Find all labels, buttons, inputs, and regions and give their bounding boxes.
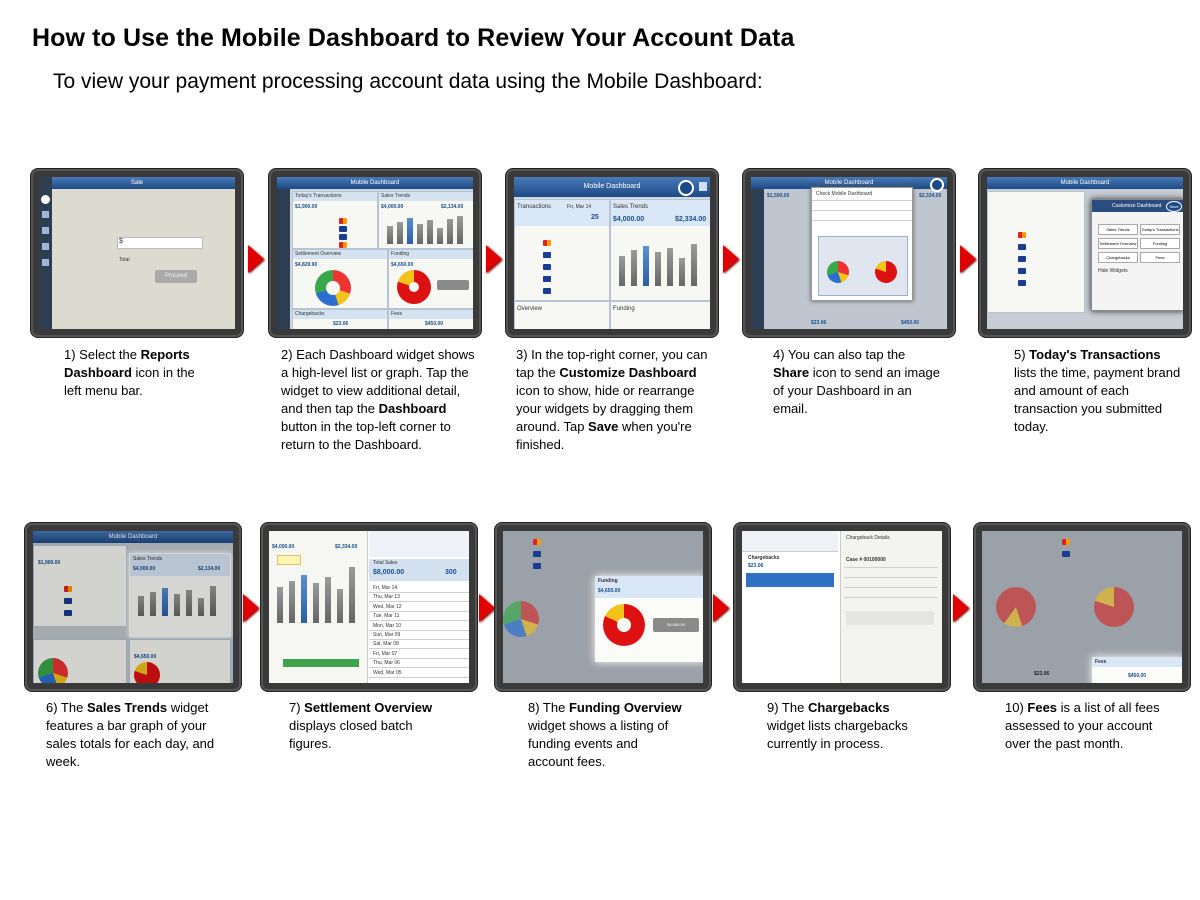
widget-amount: $4,650.00 <box>391 262 414 268</box>
widget-amount: $23.06 <box>1034 671 1050 677</box>
widget-amount: $4,829.90 <box>295 262 318 268</box>
caption-bold: Today's Transactions <box>1029 347 1161 362</box>
caption-text: 5) <box>1014 347 1030 362</box>
total-sales-count: 300 <box>445 569 457 576</box>
step-caption <box>1014 346 1184 436</box>
screen-title-bar: Mobile Dashboard <box>33 531 233 543</box>
arrow-icon <box>953 594 969 622</box>
fees-widget <box>1092 657 1182 683</box>
chargeback-amount: $23.06 <box>748 563 764 569</box>
details-title: Chargeback Details <box>846 535 890 541</box>
settlement-row: Fri, Mar 07 <box>373 650 398 657</box>
widget-amount: $23.06 <box>333 321 349 327</box>
widget-chip: Fees <box>1140 252 1180 263</box>
total-sales-label: Total Sales <box>373 560 398 566</box>
widget-title: Fees <box>1095 659 1107 665</box>
widget-title: Funding <box>613 306 635 312</box>
screen-title-bar: Mobile Dashboard <box>514 177 710 197</box>
screenshot-customize-icon <box>506 169 718 337</box>
caption-text: 9) The <box>767 700 808 715</box>
email-compose-window <box>811 187 913 301</box>
caption-bold: Save <box>588 419 619 434</box>
chargeback-row-selected <box>746 573 834 587</box>
screen-title-bar: Mobile Dashboard <box>277 177 473 189</box>
settlement-row: Mon, Mar 10 <box>373 622 402 629</box>
widget-chip: Funding <box>1140 238 1180 249</box>
save-button: Save <box>1166 201 1182 212</box>
chargebacks-title: Chargebacks <box>748 555 780 561</box>
caption-text: is a list of all fees assessed to your account over the past month. <box>1005 700 1160 751</box>
widget-title: Today's Transactions <box>295 193 342 199</box>
caption-text: icon to send an image of your Dashboard in an email. <box>773 365 940 416</box>
caption-text: 3) In the top-right corner, you can tap the <box>516 347 708 380</box>
step-caption <box>281 346 477 454</box>
dashboard-image-attachment <box>818 236 908 296</box>
widget-title: Chargebacks <box>295 311 325 317</box>
caption-text: when you're finished. <box>516 419 692 452</box>
step-caption <box>773 346 943 418</box>
widget-amount: $23.06 <box>811 320 827 326</box>
caption-text: widget shows a listing of funding events and account fees. <box>528 718 669 769</box>
caption-bold: Share <box>773 365 810 380</box>
screenshot-customize-panel <box>979 169 1191 337</box>
arrow-icon <box>243 594 259 622</box>
arrow-icon <box>713 594 729 622</box>
total-sales-amount: $8,000.00 <box>373 569 405 576</box>
caption-bold: Reports Dashboard <box>64 347 190 380</box>
caption-text: widget features a bar graph of your sales totals for each day, and week. <box>46 700 215 769</box>
settlement-row: Fri, Mar 14 <box>373 585 398 591</box>
screen-title-bar: Sale <box>39 177 235 189</box>
screenshot-settlement-overview <box>261 523 477 691</box>
widget-amount: $2,334.00 <box>335 544 358 550</box>
menu-icon <box>42 243 49 250</box>
caption-bold: Customize Dashboard <box>559 365 697 380</box>
caption-text: lists the time, payment brand and amount of each transaction you submitted today. <box>1014 365 1181 434</box>
screenshot-fees <box>974 523 1190 691</box>
caption-bold: Chargebacks <box>807 700 890 715</box>
settlement-row: Wed, Mar 05 <box>373 669 402 676</box>
caption-text: displays closed batch figures. <box>289 718 413 751</box>
widget-amount: $1,500.00 <box>767 193 790 199</box>
arrow-icon <box>479 594 495 622</box>
step-caption <box>289 699 449 753</box>
widget-amount: $1,900.00 <box>295 204 318 210</box>
step-caption <box>64 346 214 400</box>
widget-amount: $1,900.00 <box>38 560 61 566</box>
dollar-sign: $ <box>119 238 123 245</box>
caption-text: widget lists chargebacks currently in process. <box>767 718 908 751</box>
screenshot-sales-trends <box>25 523 241 691</box>
caption-text: 6) The <box>46 700 87 715</box>
widget-amount: $2,134.00 <box>441 204 464 210</box>
email-subject: Check Mobile Dashboard <box>816 191 873 197</box>
caption-text: 4) You can also tap the <box>773 347 906 362</box>
reports-dashboard-icon <box>41 195 50 204</box>
widget-chip: Sales Trends <box>1098 224 1138 235</box>
widget-title: Overview <box>517 306 543 312</box>
caption-bold: Funding Overview <box>568 700 682 715</box>
widget-amount: $2,134.00 <box>198 566 221 572</box>
caption-text: 1) Select the <box>64 347 141 362</box>
amount-field <box>117 237 203 249</box>
caption-text: button in the top-left corner to return to the Dashboard. <box>281 419 451 452</box>
menu-icon <box>42 227 49 234</box>
arrow-icon <box>248 245 264 273</box>
widget-title: Sales Trends <box>613 204 649 210</box>
caption-bold: Settlement Overview <box>304 700 433 715</box>
step-caption <box>528 699 683 771</box>
settlement-row: Thu, Mar 13 <box>373 594 400 601</box>
screenshot-dashboard <box>269 169 481 337</box>
widget-amount: $450.00 <box>901 320 920 326</box>
caption-text: 10) <box>1005 700 1028 715</box>
page-title: How to Use the Mobile Dashboard to Review Your Account Data <box>32 24 795 52</box>
funding-overview-widget <box>595 576 703 662</box>
customize-dashboard-icon <box>678 180 694 196</box>
case-number: Case # 00100000 <box>846 557 886 563</box>
widget-title: Sales Trends <box>381 193 411 199</box>
widget-title: Funding <box>391 251 410 257</box>
caption-text: 8) The <box>528 700 569 715</box>
widget-amount: $450.00 <box>425 321 444 327</box>
screen-title-bar: Mobile Dashboard <box>987 177 1183 189</box>
widget-title: Settlement Overview <box>295 251 342 257</box>
widget-title: Transactions <box>517 204 552 210</box>
screenshot-chargebacks <box>734 523 950 691</box>
funding-pill: $4,650.00 <box>653 618 699 632</box>
widget-amount: $4,000.00 <box>381 204 404 210</box>
widget-amount: $4,650.00 <box>598 588 621 594</box>
widget-title: Sales Trends <box>133 556 163 562</box>
step-caption <box>1005 699 1180 753</box>
widget-amount: $4,000.00 <box>133 566 156 572</box>
widget-amount: $2,334.00 <box>919 193 942 199</box>
proceed-button: Proceed <box>155 270 197 283</box>
transaction-count: 25 <box>591 214 599 221</box>
arrow-icon <box>960 245 976 273</box>
widget-chip: Settlement Overview <box>1098 238 1138 249</box>
hide-widgets-label: Hide Widgets <box>1098 268 1128 274</box>
settlement-row: Sat, Mar 08 <box>373 641 399 648</box>
widget-amount: $450.00 <box>1128 673 1147 679</box>
widget-title: Fees <box>391 311 403 317</box>
share-icon <box>930 178 944 192</box>
widget-chip: Today's Transactions <box>1140 224 1180 235</box>
panel-title: Customize Dashboard <box>1112 203 1162 209</box>
progress-bar <box>283 659 359 667</box>
caption-text: icon to show, hide or rearrange your widgets by dragging them around. Tap <box>516 383 695 434</box>
step-caption <box>767 699 927 753</box>
widget-amount: $4,000.00 <box>272 544 295 550</box>
step-caption <box>46 699 216 771</box>
widget-date: Fri, Mar 14 <box>567 204 592 210</box>
screen-title-bar: Mobile Dashboard <box>751 177 947 189</box>
caption-bold: Sales Trends <box>86 700 168 715</box>
left-menu-bar <box>277 189 290 329</box>
share-icon <box>699 182 707 191</box>
left-menu-bar <box>751 189 764 329</box>
caption-text: icon in the left menu bar. <box>64 365 195 398</box>
screenshot-share-email <box>743 169 955 337</box>
caption-text: 2) Each Dashboard widget shows a high-level list or graph. Tap the widget to view additional detail, and then tap the <box>281 347 475 416</box>
caption-bold: Dashboard <box>378 401 447 416</box>
widget-amount: $4,650.00 <box>134 654 157 660</box>
arrow-icon <box>723 245 739 273</box>
settlement-row: Tue, Mar 11 <box>373 613 400 620</box>
caption-text: 7) <box>289 700 305 715</box>
widget-amount: $4,000.00 <box>613 216 645 223</box>
caption-bold: Fees <box>1027 700 1058 715</box>
settlement-row: Sun, Mar 09 <box>373 632 401 638</box>
settlement-row: Wed, Mar 12 <box>373 603 402 610</box>
customize-dashboard-panel <box>1091 199 1183 311</box>
settlement-row: Thu, Mar 06 <box>373 660 400 667</box>
widget-chip: Chargebacks <box>1098 252 1138 263</box>
widget-title: Funding <box>598 578 618 584</box>
screenshot-funding-overview <box>495 523 711 691</box>
screenshot-sale-screen <box>31 169 243 337</box>
arrow-icon <box>486 245 502 273</box>
menu-icon <box>42 211 49 218</box>
step-caption <box>516 346 712 454</box>
menu-icon <box>42 259 49 266</box>
total-label: Total <box>119 257 130 263</box>
page-subtitle: To view your payment processing account data using the Mobile Dashboard: <box>53 70 763 93</box>
widget-amount: $2,334.00 <box>675 216 707 223</box>
